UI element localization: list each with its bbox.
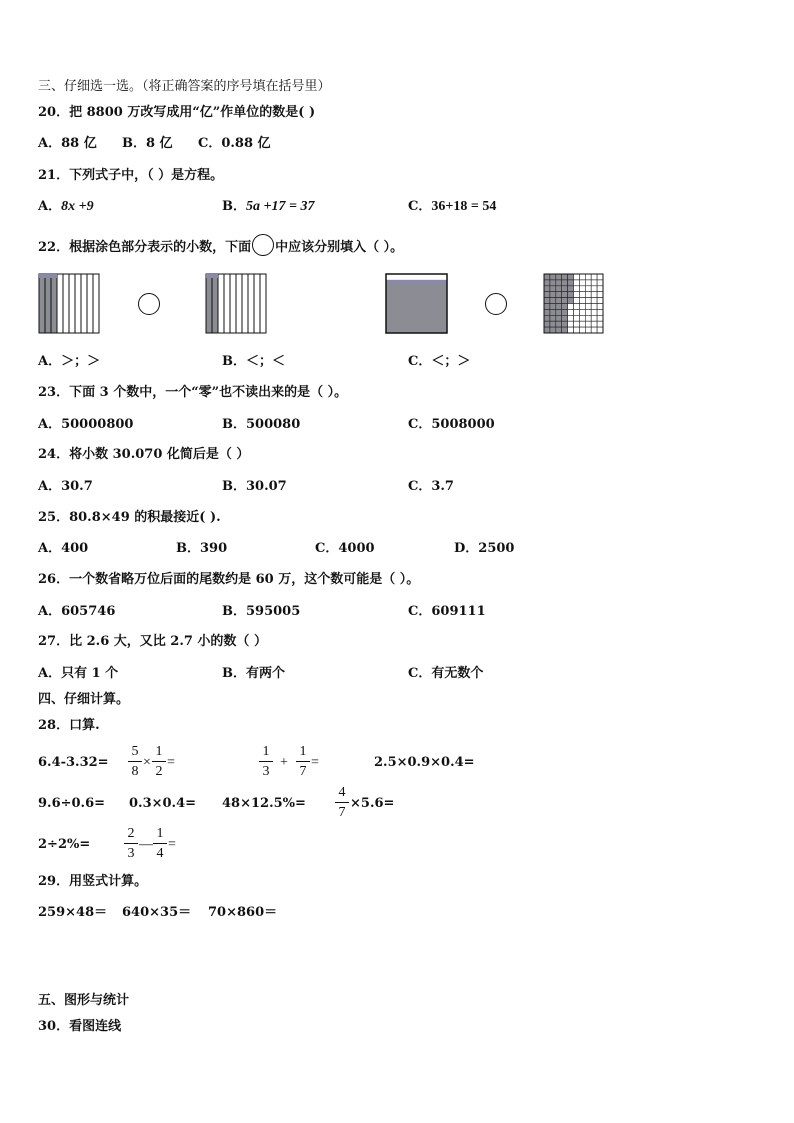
denominator: 2 [155, 764, 163, 779]
empty-column [69, 274, 75, 333]
option-c [408, 199, 496, 215]
empty-cell [585, 274, 591, 280]
fraction-bar [152, 761, 166, 762]
empty-cell [591, 309, 597, 315]
option-c: C．609111 [408, 604, 486, 619]
shaded-cell [562, 280, 568, 286]
option-label: B． [222, 199, 246, 214]
option-c: C．＜；＞ [408, 354, 471, 369]
question-stem [38, 234, 403, 256]
shaded-cell [550, 321, 556, 327]
empty-column [93, 274, 99, 333]
shaded-cell [562, 315, 568, 321]
empty-cell [585, 280, 591, 286]
shaded-cell [562, 274, 568, 280]
empty-cell [597, 321, 603, 327]
shaded-cell [550, 286, 556, 292]
option-a: A．88 亿 [38, 136, 97, 151]
calc-expression: ×5.6= [350, 796, 395, 811]
calc-expression: 9.6÷0.6= [38, 796, 106, 811]
denominator: 3 [127, 846, 135, 861]
empty-cell [585, 315, 591, 321]
compare-circle-icon [485, 293, 507, 315]
shaded-cell [544, 292, 550, 298]
empty-cell [568, 309, 574, 315]
fraction-bar [296, 761, 310, 762]
equals: = [311, 755, 319, 770]
fraction [259, 743, 273, 780]
empty-column [236, 274, 242, 333]
shaded-cell [568, 292, 574, 298]
shaded-cell [544, 304, 550, 310]
shaded-area [387, 280, 447, 333]
question-stem: 30．看图连线 [38, 1019, 122, 1034]
option-a: A．＞；＞ [38, 354, 101, 369]
empty-cell [591, 286, 597, 292]
option-b: B．8 亿 [122, 136, 173, 151]
empty-column [248, 274, 254, 333]
shaded-cell [556, 274, 562, 280]
empty-cell [574, 286, 580, 292]
shaded-cell [562, 309, 568, 315]
empty-cell [585, 304, 591, 310]
empty-cell [579, 286, 585, 292]
shaded-cell [556, 304, 562, 310]
shaded-cell [556, 286, 562, 292]
empty-cell [579, 327, 585, 333]
empty-cell [585, 309, 591, 315]
empty-cell [591, 327, 597, 333]
shaded-cell [550, 292, 556, 298]
question-stem: 25．80.8×49 的积最接近( ). [38, 510, 221, 525]
fraction [335, 784, 349, 821]
option-a: A．30.7 [38, 479, 93, 494]
empty-cell [591, 321, 597, 327]
calc-expression: 2÷2%= [38, 837, 91, 852]
shaded-cell [544, 274, 550, 280]
question-stem: 28．口算. [38, 718, 100, 733]
option-a [38, 199, 94, 215]
question-stem: 26．一个数省略万位后面的尾数约是 60 万，这个数可能是（ ）。 [38, 572, 420, 587]
compare-circle-icon [138, 293, 160, 315]
empty-cell [579, 292, 585, 298]
empty-cell [597, 280, 603, 286]
equals: = [167, 755, 175, 770]
section-title: 四、仔细计算。 [38, 692, 130, 707]
question-stem: 23．下面 3 个数中，一个“零”也不读出来的是（ ）。 [38, 385, 348, 400]
option-c: C．有无数个 [408, 666, 484, 681]
denominator: 4 [156, 846, 164, 861]
empty-cell [585, 327, 591, 333]
denominator: 7 [338, 805, 346, 820]
shaded-cell [556, 327, 562, 333]
fraction-bar [153, 843, 167, 844]
option-a: A．只有 1 个 [38, 666, 119, 681]
question-stem: 20．把 8800 万改写成用“亿”作单位的数是( ) [38, 105, 316, 120]
shaded-cell [550, 298, 556, 304]
option-c: C．3.7 [408, 479, 454, 494]
option-b [222, 199, 314, 215]
empty-column [81, 274, 87, 333]
empty-column [218, 274, 224, 333]
empty-column [87, 274, 93, 333]
shaded-cell [550, 304, 556, 310]
fraction-bar [128, 761, 142, 762]
empty-cell [574, 298, 580, 304]
empty-cell [585, 321, 591, 327]
decimal-square-figure-3 [385, 273, 448, 334]
empty-cell [591, 274, 597, 280]
numerator: 1 [299, 744, 307, 759]
question-stem: 27．比 2.6 大，又比 2.7 小的数（ ） [38, 634, 267, 649]
empty-column [260, 274, 266, 333]
shaded-cell [544, 286, 550, 292]
empty-cell [579, 274, 585, 280]
shaded-cell [556, 292, 562, 298]
fraction-bar [259, 761, 273, 762]
equals: = [168, 837, 176, 852]
empty-cell [568, 315, 574, 321]
numerator: 4 [338, 785, 346, 800]
empty-column [75, 274, 81, 333]
shaded-cell [568, 298, 574, 304]
fraction-bar [335, 802, 349, 803]
shaded-cell [568, 280, 574, 286]
option-c: C．5008000 [408, 417, 495, 432]
operator: × [143, 755, 151, 770]
shaded-column [212, 274, 218, 333]
option-expression: 8x +9 [61, 199, 94, 214]
shaded-column [45, 274, 51, 333]
option-c: C．4000 [315, 541, 375, 556]
calc-expression: 6.4-3.32= [38, 755, 109, 770]
shaded-cell [544, 315, 550, 321]
fraction [152, 743, 166, 780]
empty-cell [574, 327, 580, 333]
shaded-cell [544, 321, 550, 327]
shaded-column [39, 274, 45, 333]
empty-cell [597, 309, 603, 315]
empty-cell [591, 315, 597, 321]
option-label: A． [38, 199, 62, 214]
empty-cell [597, 315, 603, 321]
empty-cell [574, 292, 580, 298]
calc-expression: 259×48＝ [38, 905, 108, 920]
numerator: 5 [131, 744, 139, 759]
shaded-cell [556, 280, 562, 286]
empty-cell [579, 298, 585, 304]
shaded-cell [550, 315, 556, 321]
shaded-cell [562, 304, 568, 310]
fraction [128, 743, 142, 780]
empty-cell [579, 280, 585, 286]
empty-cell [591, 304, 597, 310]
empty-cell [597, 298, 603, 304]
option-d: D．2500 [454, 541, 515, 556]
empty-cell [585, 286, 591, 292]
shaded-cell [562, 321, 568, 327]
shaded-cell [544, 327, 550, 333]
empty-column [242, 274, 248, 333]
fraction-bar [124, 843, 138, 844]
empty-cell [574, 315, 580, 321]
shaded-cell [562, 286, 568, 292]
empty-cell [597, 292, 603, 298]
shaded-cell [562, 298, 568, 304]
calc-expression: 70×860＝ [208, 905, 278, 920]
option-expression: 36+18 = 54 [431, 199, 497, 214]
denominator: 7 [299, 764, 307, 779]
empty-cell [585, 298, 591, 304]
empty-cell [579, 309, 585, 315]
shaded-cell [568, 274, 574, 280]
shaded-cell [556, 309, 562, 315]
empty-column [224, 274, 230, 333]
stem-text: 中应该分别填入（ ）。 [275, 240, 404, 255]
shaded-cell [544, 309, 550, 315]
empty-cell [597, 327, 603, 333]
fraction [124, 825, 138, 862]
shaded-cell [556, 298, 562, 304]
option-a: A．50000800 [38, 417, 134, 432]
empty-cell [574, 304, 580, 310]
empty-cell [574, 321, 580, 327]
question-stem: 29．用竖式计算。 [38, 874, 148, 889]
stem-text: 22．根据涂色部分表示的小数，下面 [38, 240, 252, 255]
shaded-cell [544, 280, 550, 286]
numerator: 1 [156, 826, 164, 841]
numerator: 1 [262, 744, 270, 759]
shaded-cell [556, 321, 562, 327]
empty-cell [585, 292, 591, 298]
option-b: B．＜；＜ [222, 354, 285, 369]
empty-cell [568, 304, 574, 310]
calc-expression: 2.5×0.9×0.4= [374, 755, 475, 770]
empty-cell [574, 309, 580, 315]
option-a: A．400 [38, 541, 89, 556]
empty-cell [597, 286, 603, 292]
option-a: A．605746 [38, 604, 116, 619]
shaded-cell [550, 280, 556, 286]
operator: + [280, 755, 288, 770]
shaded-top-band [206, 274, 218, 278]
numerator: 1 [155, 744, 163, 759]
empty-column [63, 274, 69, 333]
option-b: B．有两个 [222, 666, 285, 681]
numerator: 2 [127, 826, 135, 841]
shaded-cell [550, 327, 556, 333]
denominator: 8 [131, 764, 139, 779]
empty-column [254, 274, 260, 333]
empty-cell [579, 304, 585, 310]
section-title: 五、图形与统计 [38, 993, 130, 1008]
empty-cell [579, 321, 585, 327]
shaded-top-band [39, 274, 57, 278]
calc-expression: 0.3×0.4= [129, 796, 197, 811]
option-c: C．0.88 亿 [198, 136, 271, 151]
shaded-cell [544, 298, 550, 304]
empty-cell [574, 280, 580, 286]
shaded-cell [550, 274, 556, 280]
empty-cell [568, 321, 574, 327]
shaded-cell [562, 292, 568, 298]
denominator: 3 [262, 764, 270, 779]
option-label: C． [408, 199, 432, 214]
shaded-cell [562, 327, 568, 333]
circle-blank-icon [252, 234, 274, 256]
shaded-cell [556, 315, 562, 321]
option-b: B．595005 [222, 604, 301, 619]
shaded-cell [550, 309, 556, 315]
shaded-column [206, 274, 212, 333]
empty-cell [591, 298, 597, 304]
empty-column [57, 274, 63, 333]
empty-cell [574, 274, 580, 280]
empty-cell [591, 280, 597, 286]
shaded-column [51, 274, 57, 333]
calc-expression: 48×12.5%= [222, 796, 306, 811]
option-b: B．390 [176, 541, 228, 556]
question-stem: 21．下列式子中，（ ）是方程。 [38, 168, 224, 183]
section-title: 三、仔细选一选。（将正确答案的序号填在括号里） [38, 79, 331, 94]
empty-cell [597, 304, 603, 310]
calc-expression: 640×35＝ [122, 905, 192, 920]
decimal-strip-figure-1 [38, 273, 100, 334]
empty-cell [591, 292, 597, 298]
decimal-grid-figure-4 [543, 273, 604, 334]
empty-cell [568, 327, 574, 333]
option-expression: 5a +17 = 37 [246, 199, 315, 214]
operator: — [139, 837, 153, 852]
option-b: B．500080 [222, 417, 301, 432]
option-b: B．30.07 [222, 479, 287, 494]
shaded-top-band [387, 280, 447, 284]
question-stem: 24．将小数 30.070 化简后是（ ） [38, 447, 250, 462]
empty-cell [579, 315, 585, 321]
decimal-strip-figure-2 [205, 273, 267, 334]
empty-cell [597, 274, 603, 280]
shaded-cell [568, 286, 574, 292]
fraction [153, 825, 167, 862]
fraction [296, 743, 310, 780]
empty-column [230, 274, 236, 333]
